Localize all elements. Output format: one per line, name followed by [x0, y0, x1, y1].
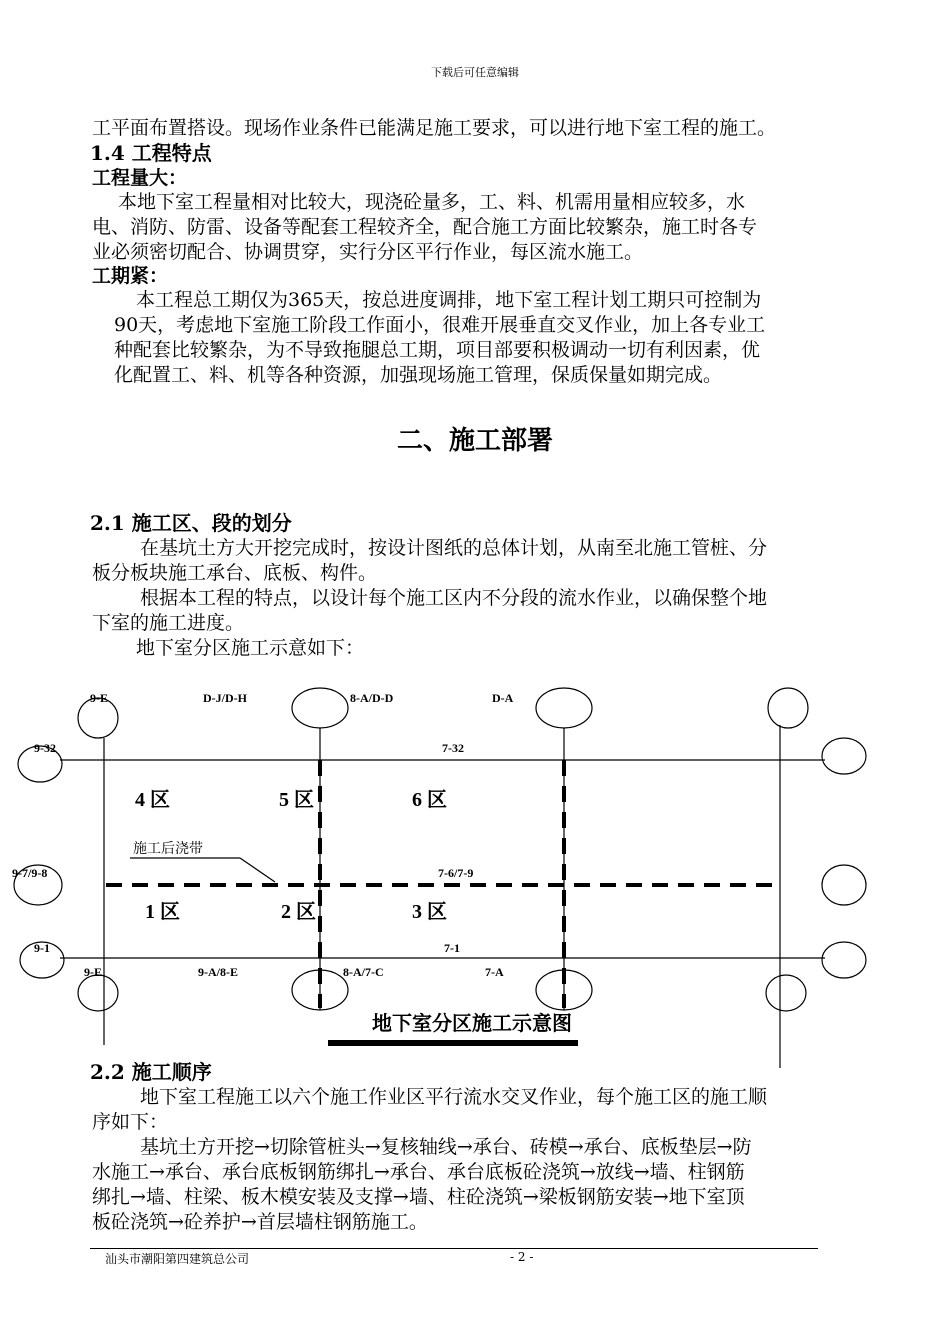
zone-label: 6 区	[412, 789, 447, 811]
zone-label: 4 区	[135, 789, 170, 811]
axis-label-mid: 7-1	[444, 941, 460, 955]
axis-label-bottom: 7-A	[485, 965, 504, 979]
paragraph-line: 90天，考虑地下室施工阶段工作面小，很难开展垂直交叉作业，加上各专业工	[114, 314, 766, 336]
paragraph-line: 种配套比较繁杂，为不导致拖腿总工期，项目部要积极调动一切有利因素，优	[114, 339, 761, 361]
band-label-leader	[240, 858, 275, 882]
paragraph-line: 电、消防、防雷、设备等配套工程较齐全，配合施工方面比较繁杂，施工时各专	[92, 216, 758, 238]
axis-label-top: D-J/D-H	[203, 691, 247, 705]
axis-bubble	[766, 975, 806, 1011]
zone-label: 1 区	[145, 901, 180, 923]
paragraph-line: 水施工→承台、承台底板钢筋绑扎→承台、承台底板砼浇筑→放线→墙、柱钢筋	[92, 1161, 745, 1183]
axis-bubble	[822, 942, 866, 978]
footer-company: 汕头市潮阳第四建筑总公司	[105, 1252, 250, 1266]
footer-page-number: - 2 -	[510, 1250, 534, 1264]
paragraph-line: 化配置工、料、机等各种资源，加强现场施工管理，保质保量如期完成。	[114, 364, 723, 386]
paragraph-line: 序如下：	[92, 1111, 169, 1133]
paragraph-line: 业必须密切配合、协调贯穿，实行分区平行作业，每区流水施工。	[92, 241, 644, 263]
section-2-2-heading: 2.2 施工顺序	[90, 1060, 212, 1084]
zone-label: 2 区	[281, 901, 316, 923]
header-note: 下载后可任意编辑	[431, 66, 519, 79]
paragraph-line: 板砼浇筑→砼养护→首层墙柱钢筋施工。	[92, 1211, 428, 1233]
axis-label-top: 9-E	[90, 691, 108, 705]
paragraph-line: 绑扎→墙、柱梁、板木模安装及支撑→墙、柱砼浇筑→梁板钢筋安装→地下室顶	[92, 1186, 745, 1208]
zone-label: 5 区	[279, 789, 314, 811]
paragraph-line: 在基坑土方大开挖完成时，按设计图纸的总体计划，从南至北施工管桩、分	[140, 537, 768, 559]
diagram-title: 地下室分区施工示意图	[372, 1013, 572, 1035]
axis-label-top: 8-A/D-D	[350, 691, 394, 705]
paragraph-line: 本地下室工程量相对比较大，现浇砼量多，工、料、机需用量相应较多，水	[118, 191, 746, 213]
paragraph-line: 地下室分区施工示意如下：	[136, 637, 365, 659]
axis-bubble	[292, 688, 348, 728]
intro-line: 工平面布置搭设。现场作业条件已能满足施工要求，可以进行地下室工程的施工。	[92, 117, 777, 139]
footer-rule	[90, 1248, 818, 1249]
axis-label-left: 9-32	[34, 741, 56, 755]
axis-bubble	[78, 975, 118, 1011]
axis-label-top: D-A	[492, 691, 514, 705]
axis-label-bottom: 9-A/8-E	[198, 965, 238, 979]
subheading-schedule: 工期紧：	[92, 265, 169, 287]
axis-label-bottom: 8-A/7-C	[343, 965, 384, 979]
band-label: 施工后浇带	[133, 842, 203, 857]
axis-bubble	[536, 688, 592, 728]
axis-bubble	[768, 688, 808, 728]
zone-label: 3 区	[412, 901, 447, 923]
paragraph-line: 基坑土方开挖→切除管桩头→复核轴线→承台、砖模→承台、底板垫层→防	[140, 1136, 752, 1158]
axis-bubble	[822, 865, 866, 905]
axis-label-left: 9-7/9-8	[12, 866, 48, 880]
paragraph-line: 根据本工程的特点，以设计每个施工区内不分段的流水作业，以确保整个地	[140, 587, 768, 609]
subheading-workload: 工程量大：	[92, 167, 188, 189]
axis-label-left: 9-1	[34, 941, 50, 955]
section-2-1-heading: 2.1 施工区、段的划分	[90, 511, 292, 535]
paragraph-line: 本工程总工期仅为365天，按总进度调排，地下室工程计划工期只可控制为	[136, 289, 762, 311]
axis-label-mid: 7-6/7-9	[438, 866, 474, 880]
paragraph-line: 地下室工程施工以六个施工作业区平行流水交叉作业，每个施工区的施工顺	[140, 1086, 768, 1108]
diagram-title-bar	[328, 1040, 578, 1046]
section-1-4-heading: 1.4 工程特点	[90, 141, 212, 165]
paragraph-line: 板分板块施工承台、底板、构件。	[92, 562, 378, 584]
paragraph-line: 下室的施工进度。	[92, 612, 245, 634]
section-2-title: 二、施工部署	[396, 426, 553, 456]
axis-label-mid: 7-32	[442, 741, 464, 755]
axis-bubble	[822, 738, 866, 774]
axis-label-bottom: 9-E	[84, 965, 102, 979]
